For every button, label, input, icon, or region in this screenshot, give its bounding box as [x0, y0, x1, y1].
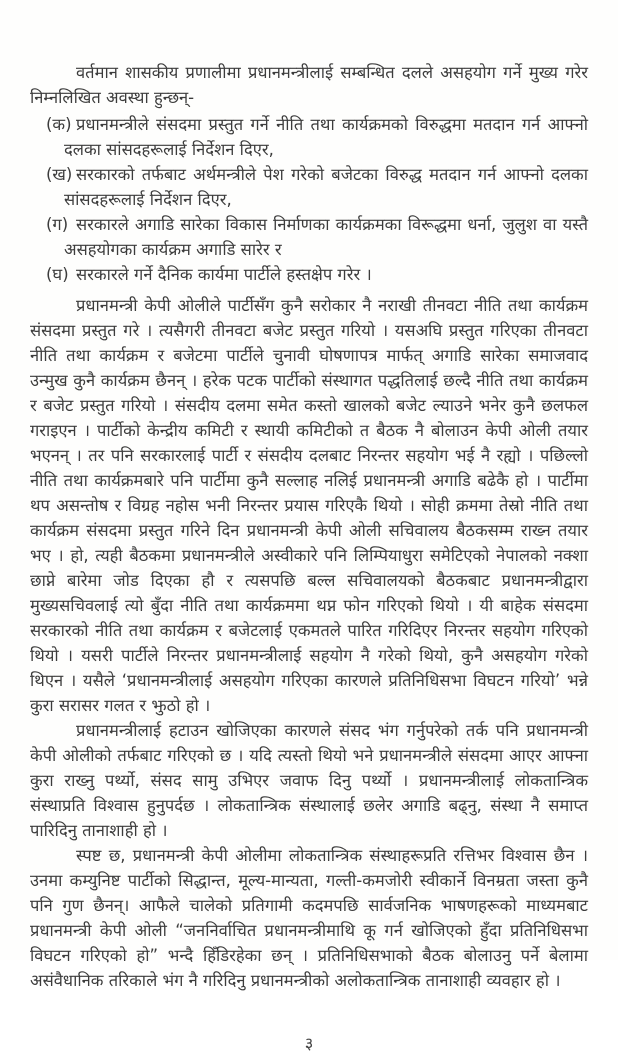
clause-marker-ga: (ग) [46, 215, 69, 234]
clause-text-ka: प्रधानमन्त्रीले संसदमा प्रस्तुत गर्ने नीति तथा कार्यक्रमको विरुद्धमा मतदान गर्न आफ्नो दलका सांसदहरूलाई निर्देशन दिएर, [64, 115, 588, 159]
page-number: ३ [304, 1034, 314, 1053]
clause-list [30, 112, 588, 287]
body-paragraph-2: प्रधानमन्त्रीलाई हटाउन खोजिएका कारणले संसद भंग गर्नुपरेको तर्क पनि प्रधानमन्त्री केपी ओलीको तर्फबाट गरिएको छ । यदि त्यस्तो थियो भने प्रधानमन्त्रीले संसदमा आएर आफ्ना कुरा राख्नु पर्थ्यो, संसद सामु उभिएर जवाफ दिनु पर्थ्यो । प्रधानमन्त्रीलाई लोकतान्त्रिक संस्थाप्रति विश्वास हुनुपर्दछ । लोकतान्त्रिक संस्थालाई छलेर अगाडि बढ्नु, संस्था नै समाप्त पारिदिनु तानाशाही हो । [30, 721, 588, 840]
clause-item-gha [30, 262, 588, 287]
clause-marker-gha: (घ) [46, 265, 69, 284]
intro-paragraph: वर्तमान शासकीय प्रणालीमा प्रधानमन्त्रीलाई सम्बन्धित दलले असहयोग गर्ने मुख्य गरेर निम्नलिखित अवस्था हुन्छन्- [30, 63, 588, 107]
clause-text-ga: सरकारले अगाडि सारेका विकास निर्माणका कार्यक्रमका विरूद्धमा धर्ना, जुलुश वा यस्तै असहयोगका कार्यक्रम अगाडि सारेर र [64, 215, 588, 259]
clause-item-ga [30, 212, 588, 262]
clause-item-ka [30, 112, 588, 162]
body-paragraph-1: प्रधानमन्त्री केपी ओलीले पार्टीसँग कुनै सरोकार नै नराखी तीनवटा नीति तथा कार्यक्रम संसदमा प्रस्तुत गरे । त्यसैगरी तीनवटा बजेट प्रस्तुत गरियो । यसअघि प्रस्तुत गरिएका तीनवटा नीति तथा कार्यक्रम र बजेटमा पार्टीले चुनावी घोषणापत्र मार्फत् अगाडि सारेका समाजवाद उन्मुख कुनै कार्यक्रम छैनन् । हरेक पटक पार्टीको संस्थागत पद्धतिलाई छल्दै नीति तथा कार्यक्रम र बजेट प्रस्तुत गरियो । संसदीय दलमा समेत कस्तो खालको बजेट ल्याउने भनेर कुनै छलफल गराइएन । पार्टीको केन्द्रीय कमिटी र स्थायी कमिटीको त बैठक नै बोलाउन केपी ओली तयार भएनन् । तर पनि सरकारलाई पार्टी र संसदीय दलबाट निरन्तर सहयोग भई नै रह्यो । पछिल्लो नीति तथा कार्यक्रमबारे पनि पार्टीमा कुनै सल्लाह नलिई प्रधानमन्त्री अगाडि बढेकै हो । पार्टीमा थप असन्तोष र विग्रह नहोस भनी निरन्तर प्रयास गरिएकै थियो । सोही क्रममा तेस्रो नीति तथा कार्यक्रम संसदमा प्रस्तुत गरिने दिन प्रधानमन्त्री केपी ओली सचिवालय बैठकसम्म राख्न तयार भए । हो, त्यही बैठकमा प्रधानमन्त्रीले अस्वीकारे पनि लिम्पियाधुरा समेटिएको नेपालको नक्शा छाप्ने बारेमा जोड दिएका हौ र त्यसपछि बल्ल सचिवालयको बैठकबाट प्रधानमन्त्रीद्वारा मुख्यसचिवलाई त्यो बुँदा नीति तथा कार्यक्रममा थप्न फोन गरिएको थियो । यी बाहेक संसदमा सरकारको नीति तथा कार्यक्रम र बजेटलाई एकमतले पारित गरिदिएर निरन्तर सहयोग गरिएको थियो । यसरी पार्टीले निरन्तर प्रधानमन्त्रीलाई सहयोग नै गरेको थियो, कुनै असहयोग गरेको थिएन । यसैले ‘प्रधानमन्त्रीलाई असहयोग गरिएका कारणले प्रतिनिधिसभा विघटन गरियो’ भन्ने कुरा सरासर गलत र झुठो हो । [30, 296, 588, 715]
clause-marker-ka: (क) [46, 115, 72, 134]
clause-item-kha [30, 162, 588, 212]
body-paragraph-3: स्पष्ट छ, प्रधानमन्त्री केपी ओलीमा लोकतान्त्रिक संस्थाहरूप्रति रत्तिभर विश्वास छैन । उनमा कम्युनिष्ट पार्टीको सिद्धान्त, मूल्य-मान्यता, गल्ती-कमजोरी स्वीकार्ने विनम्रता जस्ता कुनै पनि गुण छैनन्। आफैले चालेको प्रतिगामी कदमपछि सार्वजनिक भाषणहरूको माध्यमबाट प्रधानमन्त्री केपी ओली “जननिर्वाचित प्रधानमन्त्रीमाथि कू गर्न खोजिएको हुँदा प्रतिनिधिसभा विघटन गरिएको हो” भन्दै हिँडिरहेका छन् । प्रतिनिधिसभाको बैठक बोलाउनु पर्ने बेलामा असंवैधानिक तरिकाले भंग नै गरिदिनु प्रधानमन्त्रीको अलोकतान्त्रिक तानाशाही व्यवहार हो । [30, 846, 588, 990]
clause-marker-kha: (ख) [46, 165, 73, 184]
clause-text-kha: सरकारको तर्फबाट अर्थमन्त्रीले पेश गरेको बजेटका विरुद्ध मतदान गर्न आफ्नो दलका सांसदहरूलाई निर्देशन दिएर, [64, 165, 588, 209]
clause-text-gha: सरकारले गर्ने दैनिक कार्यमा पार्टीले हस्तक्षेप गरेर । [76, 265, 372, 284]
